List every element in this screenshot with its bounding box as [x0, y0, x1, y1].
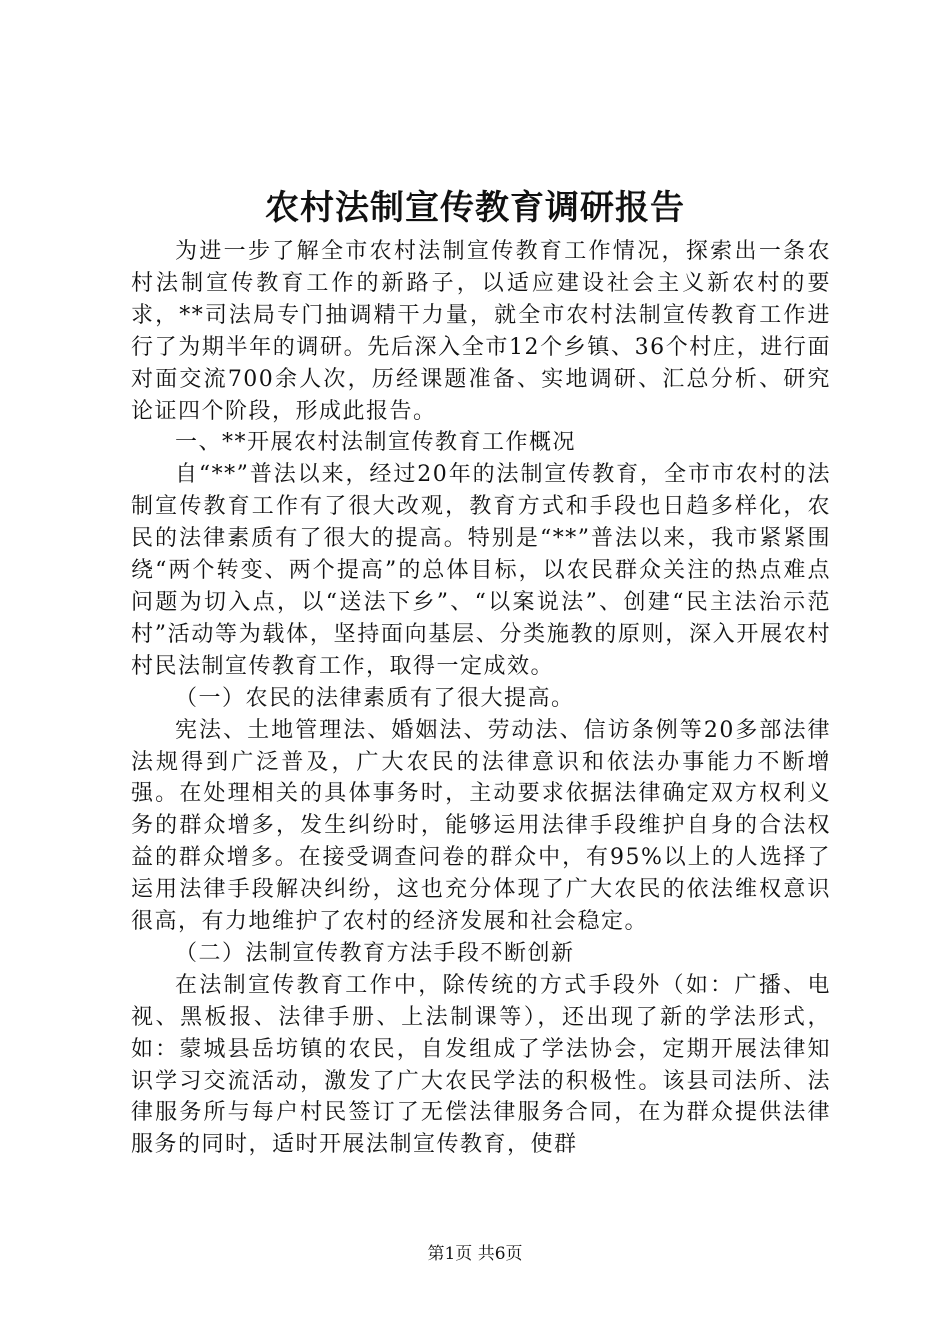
section-heading-overview: 一、**开展农村法制宣传教育工作概况 — [175, 430, 577, 456]
document-body — [131, 236, 831, 1161]
paragraph-intro: 为进一步了解全市农村法制宣传教育工作情况，探索出一条农村法制宣传教育工作的新路子，以适应建设社会主义新农村的要求，**司法局专门抽调精干力量，就全市农村法制宣传教育工作进行了为期半年的调研。先后深入全市12个乡镇、36个村庄，进行面对面交流700余人次，历经课题准备、实地调研、汇总分析、研究论证四个阶段，形成此报告。 — [131, 239, 831, 424]
subsection-heading-2: （二）法制宣传教育方法手段不断创新 — [175, 940, 575, 966]
paragraph-legal-quality: 宪法、土地管理法、婚姻法、劳动法、信访条例等20多部法律法规得到广泛普及，广大农民的法律意识和依法办事能力不断增强。在处理相关的具体事务时，主动要求依据法律确定双方权利义务的群众增多，发生纠纷时，能够运用法律手段维护自身的合法权益的群众增多。在接受调查问卷的群众中，有95%以上的人选择了运用法律手段解决纠纷，这也充分体现了广大农民的依法维权意识很高，有力地维护了农村的经济发展和社会稳定。 — [131, 717, 831, 935]
paragraph-methods: 在法制宣传教育工作中，除传统的方式手段外（如：广播、电视、黑板报、法律手册、上法制课等），还出现了新的学法形式，如：蒙城县岳坊镇的农民，自发组成了学法协会，定期开展法律知识学习交流活动，激发了广大农民学法的积极性。该县司法所、法律服务所与每户村民签订了无偿法律服务合同，在为群众提供法律服务的同时，适时开展法制宣传教育，使群 — [131, 972, 831, 1158]
page-number-footer: 第1页 共6页 — [427, 1244, 523, 1264]
document-title: 农村法制宣传教育调研报告 — [265, 188, 685, 228]
subsection-heading-1: （一）农民的法律素质有了很大提高。 — [175, 685, 575, 711]
paragraph-overview: 自“**”普法以来，经过20年的法制宣传教育，全市市农村的法制宣传教育工作有了很大改观，教育方式和手段也日趋多样化，农民的法律素质有了很大的提高。特别是“**”普法以来，我市紧紧围绕“两个转变、两个提高”的总体目标，以农民群众关注的热点难点问题为切入点，以“送法下乡”、“以案说法”、创建“民主法治示范村”活动等为载体，坚持面向基层、分类施教的原则，深入开展农村村民法制宣传教育工作，取得一定成效。 — [131, 462, 831, 679]
